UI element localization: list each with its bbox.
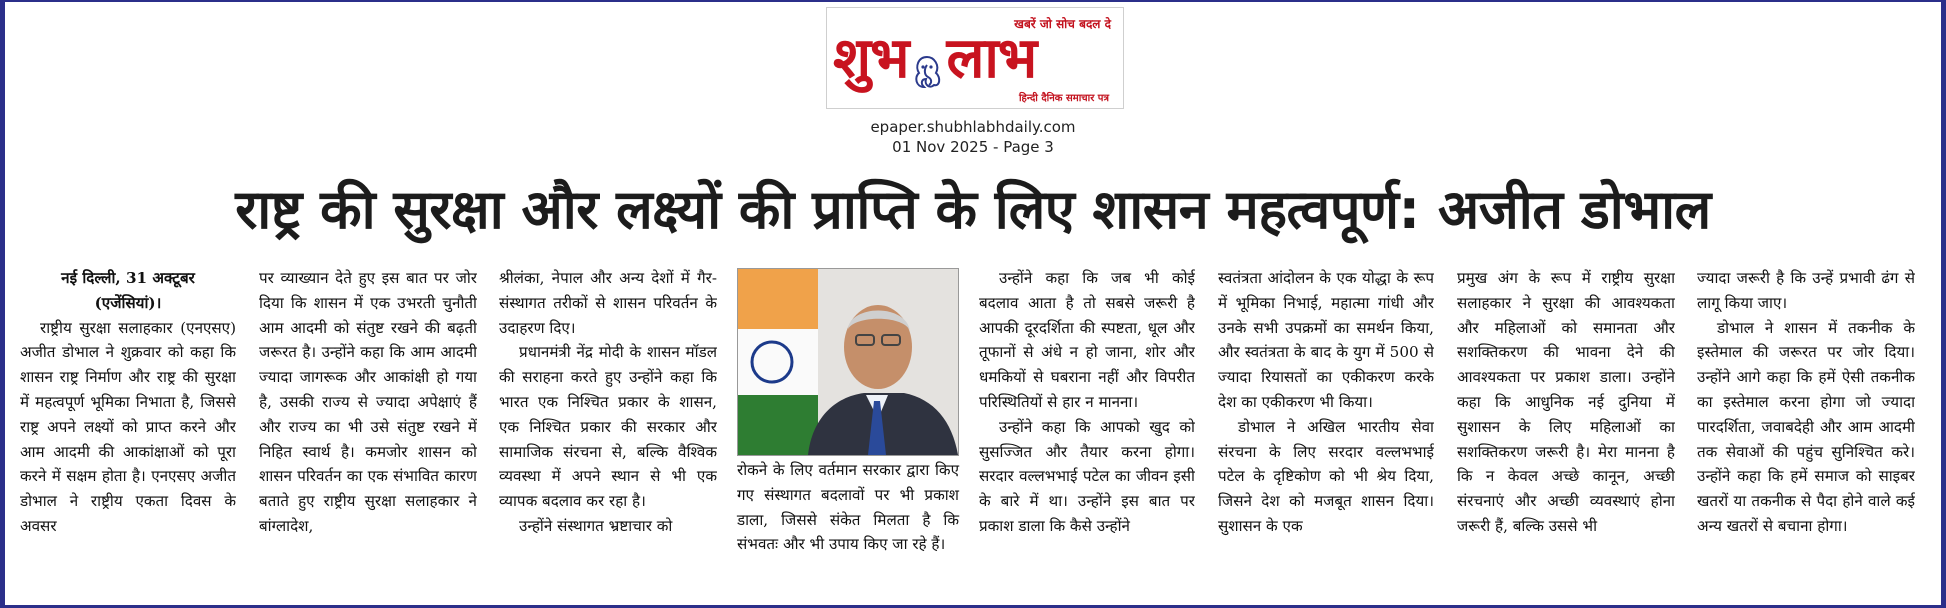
article-paragraph: पर व्याख्यान देते हुए इस बात पर जोर दिया कि शासन में एक उभरती चुनौती आम आदमी को संतुष्ट रखने की बढ़ती जरूरत है। उन्होंने कहा कि आम आदमी ज्यादा जागरूक और आकांक्षी हो गया है, उसकी राज्य से ज्यादा अपेक्षाएं हैं और राज्य का भी उसे संतुष्ट रखने में निहित स्वार्थ है। कमजोर शासन को शासन परिवर्तन का एक संभावित कारण बताते हुए राष्ट्रीय सुरक्षा सलाहकार ने बांग्लादेश,	[259, 269, 477, 535]
article-dateline: नई दिल्ली, 31 अक्टूबर	[61, 269, 195, 287]
article-paragraph: प्रधानमंत्री नेंद्र मोदी के शासन मॉडल की सराहना करते हुए उन्होंने कहा कि भारत एक निश्चित प्रकार के शासन, एक निश्चित प्रकार की सरकार और सामाजिक संरचना से, बल्कि वैश्विक व्यवस्था में अपने स्थान से भी एक व्यापक बदलाव कर रहा है।	[499, 343, 717, 511]
article-paragraph: डोभाल ने शासन में तकनीक के इस्तेमाल की जरूरत पर जोर दिया। उन्होंने आगे कहा कि हमें ऐसी तकनीक का इस्तेमाल करना होगा जो ज्यादा पारदर्शिता, जवाबदेही और आम आदमी तक सेवाओं की पहुंच सुनिश्चित करे। उन्होंने कहा कि हमें समाज को साइबर खतरों या तकनीक से पैदा होने वाले कई अन्य खतरों से बचाना होगा।	[1697, 318, 1915, 535]
edition-date-page: 01 Nov 2025 - Page 3	[892, 138, 1054, 156]
photo-caption: रोकने के लिए वर्तमान सरकार द्वारा किए गए संस्थागत बदलावों पर भी प्रकाश डाला, जिससे संकेत मिलता है कि संभवतः और भी उपाय किए जा रहे हैं।	[737, 461, 959, 554]
article-paragraph: उन्होंने संस्थागत भ्रष्टाचार को	[519, 516, 673, 535]
article-paragraph: डोभाल ने अखिल भारतीय सेवा संरचना के लिए सरदार वल्लभभाई पटेल के दृष्टिकोण को भी श्रेय दिया, जिसने देश को मजबूत शासन दिया। सुशासन के एक	[1218, 417, 1434, 535]
article-photo	[737, 268, 959, 456]
article-paragraph: राष्ट्रीय सुरक्षा सलाहकार (एनएसए) अजीत डोभाल ने शुक्रवार को कहा कि शासन राष्ट्र निर्माण और राष्ट्र की सुरक्षा में महत्वपूर्ण भूमिका निभाता है, जिससे राष्ट्र अपने लक्ष्यों को प्राप्त करने और आम आदमी की आकांक्षाओं को पूरा करने में सक्षम होता है। एनएसए अजीत डोभाल ने राष्ट्रीय एकता दिवस के अवसर	[20, 318, 236, 535]
article-column-6	[1218, 266, 1434, 596]
ganesh-logo-icon	[910, 42, 944, 82]
article-column-8	[1697, 266, 1915, 596]
epaper-url[interactable]: epaper.shubhlabhdaily.com	[870, 118, 1076, 136]
article-paragraph: प्रमुख अंग के रूप में राष्ट्रीय सुरक्षा सलाहकार ने सुरक्षा की आवश्यकता और महिलाओं को समानता और सशक्तिकरण की भावना देने की आवश्यकता पर प्रकाश डाला। उन्होंने कहा कि आधुनिक नई दुनिया में सुशासन के लिए महिलाओं का सशक्तिकरण जरूरी है। मेरा मानना है कि न केवल अच्छे कानून, अच्छी संरचनाएं और अच्छी व्यवस्थाएं होना जरूरी हैं, बल्कि उससे भी	[1457, 269, 1675, 535]
article-paragraph: स्वतंत्रता आंदोलन के एक योद्धा के रूप में भूमिका निभाई, महात्मा गांधी और उनके सभी उपक्रमों का समर्थन किया, और स्वतंत्रता के बाद के युग में 500 से ज्यादा रियासतों का एकीकरण करके देश का एकीकरण भी किया।	[1218, 269, 1434, 411]
article-column-2	[259, 266, 477, 596]
portrait-image	[738, 269, 958, 455]
logo-word-labh: लाभ	[946, 26, 1037, 91]
logo-word-shubh: शुभ	[833, 26, 909, 91]
article-paragraph: श्रीलंका, नेपाल और अन्य देशों में गैर-संस्थागत तरीकों से शासन परिवर्तन के उदाहरण दिए।	[499, 269, 717, 337]
article-paragraph: उन्होंने कहा कि जब भी कोई बदलाव आता है तो सबसे जरूरी है आपकी दूरदर्शिता की स्पष्टता, धूल और तूफानों से अंधे न हो जाना, शोर और धमकियों से घबराना नहीं और विपरीत परिस्थितियों से हार न मानना।	[979, 269, 1195, 411]
article-headline: राष्ट्र की सुरक्षा और लक्ष्यों की प्राप्ति के लिए शासन महत्वपूर्ण: अजीत डोभाल	[235, 178, 1711, 241]
article-column-5	[979, 266, 1195, 596]
article-paragraph: उन्होंने कहा कि आपको खुद को सुसज्जित और तैयार करना होगा। सरदार वल्लभभाई पटेल का जीवन इसी के बारे में था। उन्होंने इस बात पर प्रकाश डाला कि कैसे उन्होंने	[979, 417, 1195, 535]
masthead-logo-box	[826, 7, 1124, 109]
article-column-3	[499, 266, 717, 596]
article-column-1	[20, 266, 236, 596]
article-paragraph: ज्यादा जरूरी है कि उन्हें प्रभावी ढंग से लागू किया जाए।	[1697, 269, 1915, 312]
article-column-7	[1457, 266, 1675, 596]
article-agency: (एजेंसियां)।	[94, 293, 162, 312]
masthead-tagline: खबरें जो सोच बदल दे	[1014, 17, 1111, 31]
masthead-logo	[833, 26, 1036, 92]
masthead-subtitle: हिन्दी दैनिक समाचार पत्र	[1018, 93, 1109, 104]
